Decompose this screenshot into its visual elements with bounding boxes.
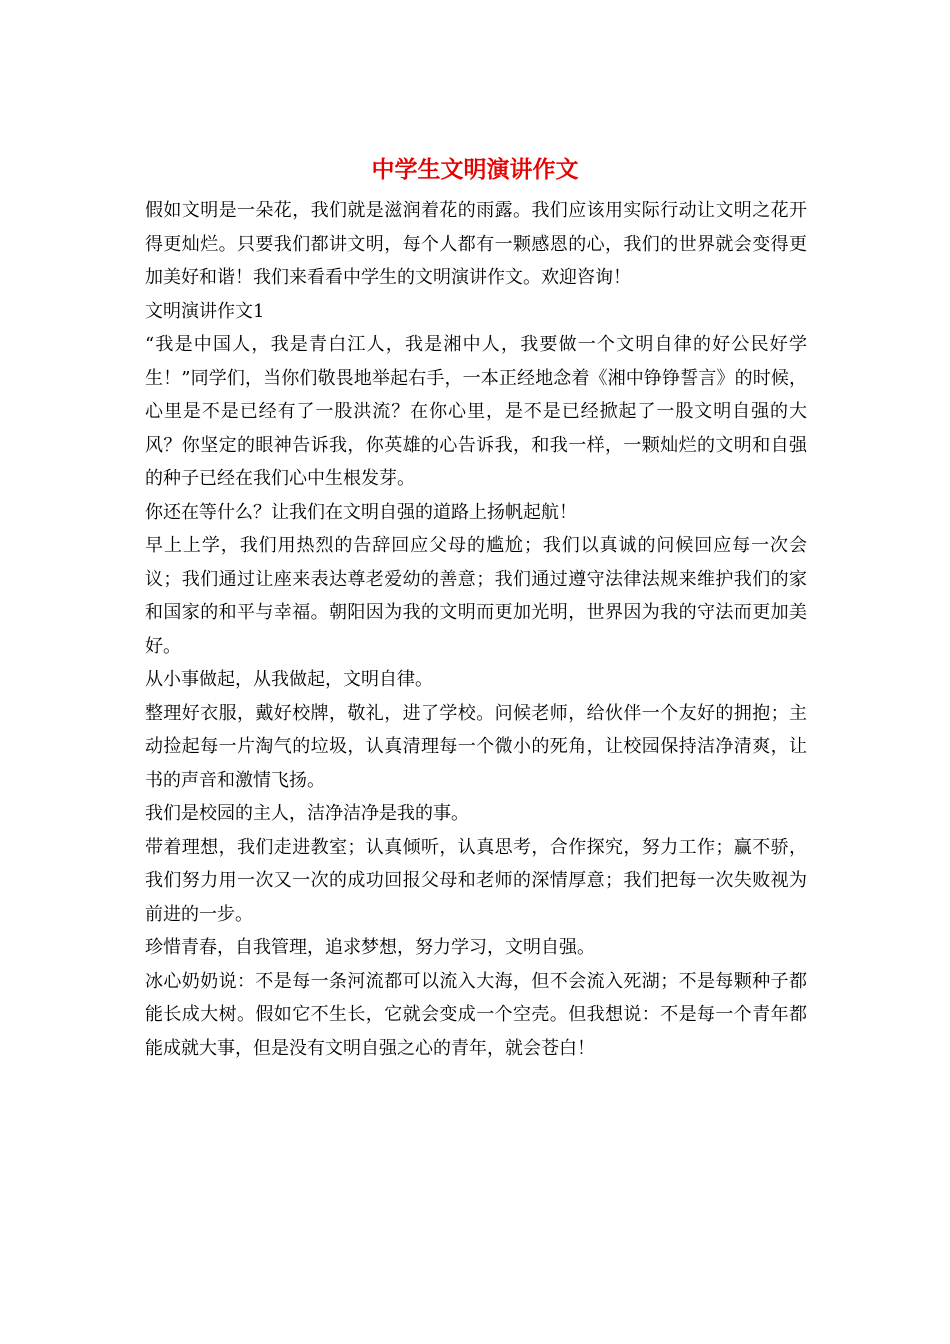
paragraph-intro: 假如文明是一朵花，我们就是滋润着花的雨露。我们应该用实际行动让文明之花开得更灿烂。只要我们都讲文明，每个人都有一颗感恩的心，我们的世界就会变得更加美好和谐！我们来看看中学生的文明演讲作文。欢迎咨询！ <box>145 200 807 288</box>
paragraph-school: 整理好衣服，戴好校牌，敬礼，进了学校。问候老师，给伙伴一个友好的拥抱；主动捡起每一片淘气的垃圾，认真清理每一个微小的死角，让校园保持洁净清爽，让书的声音和激情飞扬。 <box>145 702 807 791</box>
document-body <box>145 194 807 1065</box>
paragraph-classroom: 带着理想，我们走进教室；认真倾听，认真思考，合作探究，努力工作；赢不骄，我们努力用一次又一次的成功回报父母和老师的深情厚意；我们把每一次失败视为前进的一步。 <box>145 836 807 925</box>
paragraph-set-sail: 你还在等什么？让我们在文明自强的道路上扬帆起航！ <box>145 501 577 523</box>
paragraph-bingxin-quote: 冰心奶奶说：不是每一条河流都可以流入大海，但不会流入死湖；不是每颗种子都能长成大树。假如它不生长，它就会变成一个空壳。但我想说：不是每一个青年都能成就大事，但是没有文明自强之心的青年，就会苍白！ <box>145 970 807 1059</box>
paragraph-oath: “我是中国人，我是青白江人，我是湘中人，我要做一个文明自律的好公民好学生！”同学们，当你们敬畏地举起右手，一本正经地念着《湘中铮铮誓言》的时候，心里是不是已经有了一股洪流？在你心里，是不是已经掀起了一股文明自强的大风？你坚定的眼神告诉我，你英雄的心告诉我，和我一样，一颗灿烂的文明和自强的种子已经在我们心中生根发芽。 <box>145 334 807 489</box>
paragraph-morning: 早上上学，我们用热烈的告辞回应父母的尴尬；我们以真诚的问候回应每一次会议；我们通过让座来表达尊老爱幼的善意；我们通过遵守法律法规来维护我们的家和国家的和平与幸福。朝阳因为我的文明而更加光明，世界因为我的守法而更加美好。 <box>145 535 807 657</box>
paragraph-section-heading: 文明演讲作文1 <box>145 300 265 322</box>
paragraph-small-things: 从小事做起，从我做起，文明自律。 <box>145 669 433 690</box>
document-title: 中学生文明演讲作文 <box>371 156 579 183</box>
paragraph-campus-owner: 我们是校园的主人，洁净洁净是我的事。 <box>145 803 469 824</box>
paragraph-cherish-youth: 珍惜青春，自我管理，追求梦想，努力学习，文明自强。 <box>145 937 595 958</box>
